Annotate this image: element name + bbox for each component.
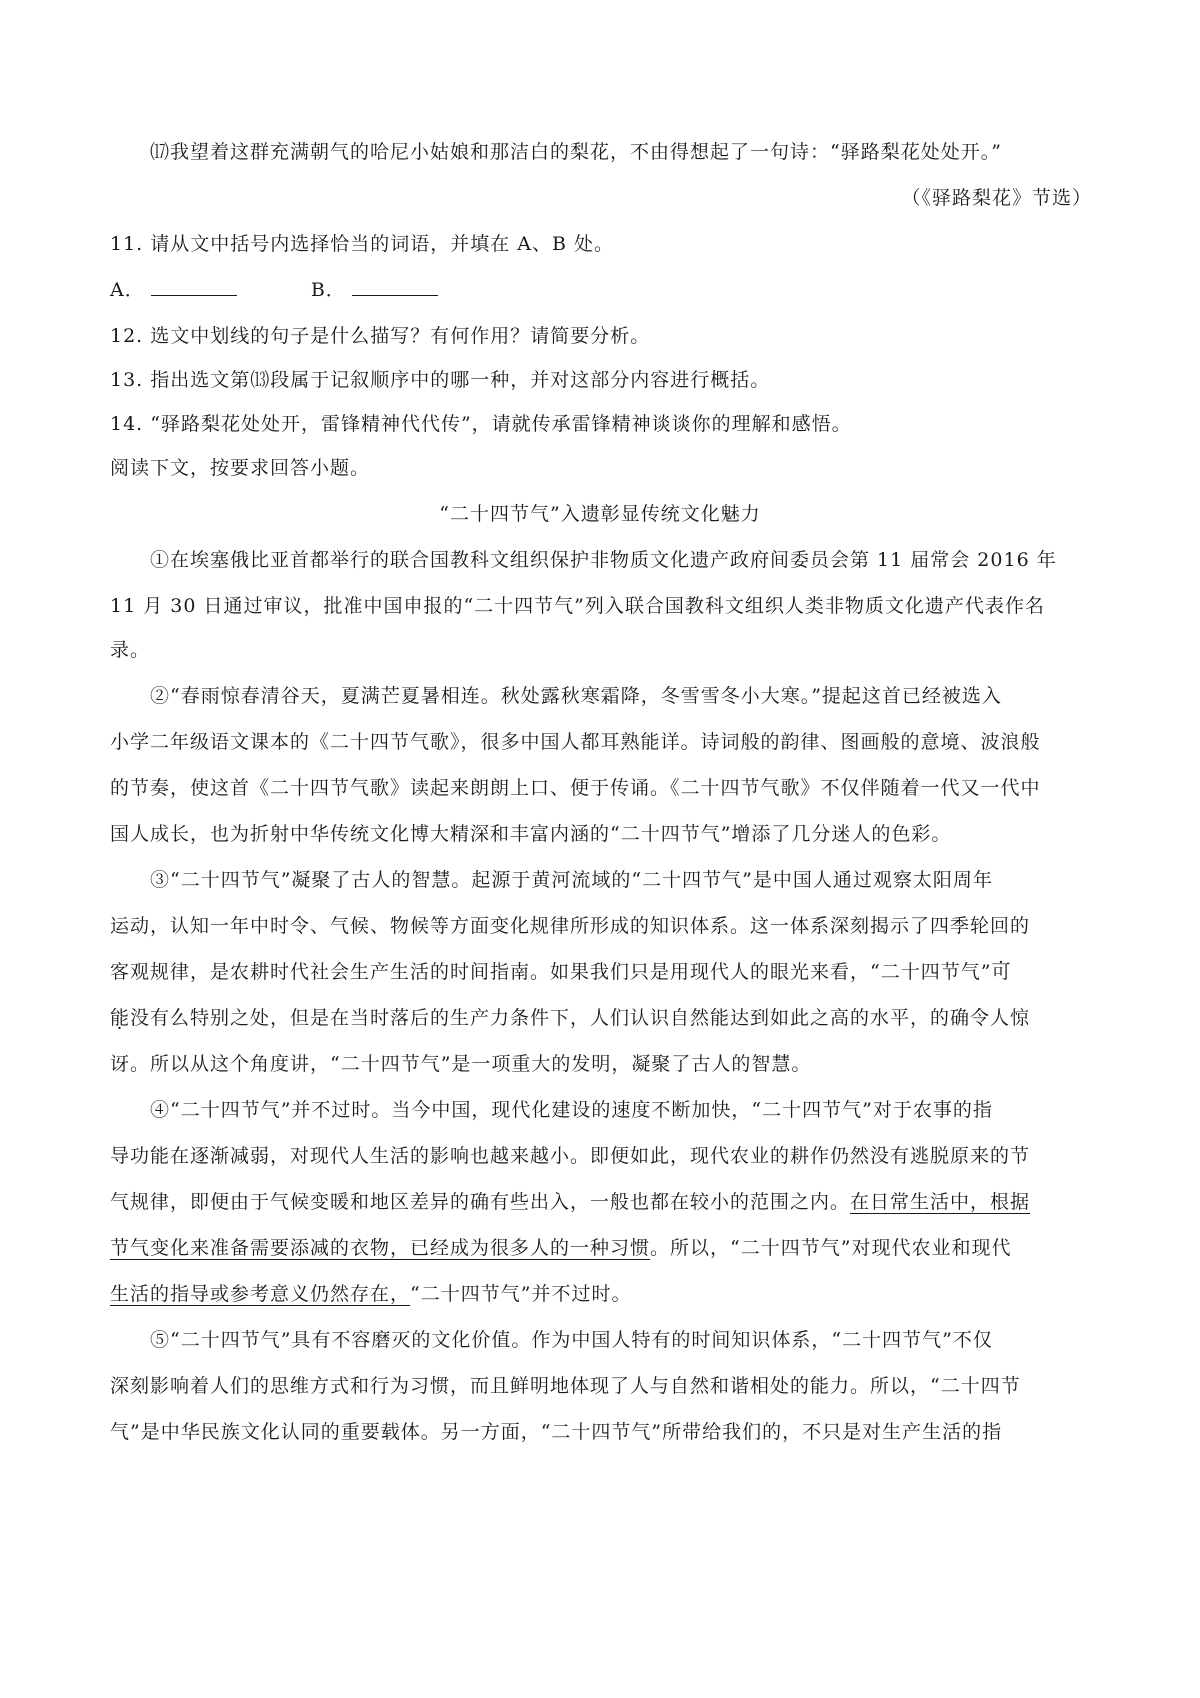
- question-11-answers: [110, 276, 438, 304]
- emphasis-char-neng: 能: [110, 1007, 131, 1029]
- article-p2-line1: ②“春雨惊春清谷天，夏满芒夏暑相连。秋处露秋寒霜降，冬雪雪冬小大寒。”提起这首已经被选入: [150, 685, 1002, 707]
- article-p4-line1: ④“二十四节气”并不过时。当今中国，现代化建设的速度不断加快，“二十四节气”对于农事的指: [150, 1099, 993, 1121]
- article-p2-line2: 小学二年级语文课本的《二十四节气歌》，很多中国人都耳熟能详。诗词般的韵律、图画般的意境、波浪般: [110, 731, 1041, 753]
- article-p2-line4: 国人成长，也为折射中华传统文化博大精深和丰富内涵的“二十四节气”增添了几分迷人的色彩。: [110, 823, 952, 845]
- article-p1-line2: 11 月 30 日通过审议，批准中国申报的“二十四节气”列入联合国教科文组织人类非物质文化遗产代表作名: [110, 595, 1045, 617]
- source-citation: （《驿路梨花》节选）: [901, 187, 1092, 209]
- article-p3-line4-text: 没有么特别之处，但是在当时落后的生产力条件下，人们认识自然能达到如此之高的水平，的确令人惊: [130, 1007, 1031, 1029]
- article-p4-line3: [110, 1188, 1030, 1216]
- question-14: 14. “驿路梨花处处开，雷锋精神代代传”，请就传承雷锋精神谈谈你的理解和感悟。: [110, 413, 852, 435]
- article-p3-line4: [110, 1004, 1030, 1032]
- article-p4-line4: [110, 1234, 1011, 1262]
- underlined-sentence-part1: 在日常生活中，根据: [850, 1191, 1031, 1213]
- answer-a-blank[interactable]: [151, 277, 237, 296]
- article-p5-line1: ⑤“二十四节气”具有不容磨灭的文化价值。作为中国人特有的时间知识体系，“二十四节气”不仅: [150, 1329, 993, 1351]
- answer-b-label: B．: [310, 279, 346, 301]
- article-p4-line5: [110, 1280, 631, 1308]
- emphasis-char-ke: 可: [991, 961, 1012, 983]
- article-p4-line2: 导功能在逐渐减弱，对现代人生活的影响也越来越小。即便如此，现代农业的耕作仍然没有逃脱原来的节: [110, 1145, 1031, 1167]
- article-p4-line4-text: 。所以，“二十四节气”对现代农业和现代: [650, 1237, 1012, 1259]
- reading-instruction: 阅读下文，按要求回答小题。: [110, 457, 371, 479]
- question-13: 13. 指出选文第⒀段属于记叙顺序中的哪一种，并对这部分内容进行概括。: [110, 369, 771, 391]
- article-title: “二十四节气”入遗彰显传统文化魅力: [439, 503, 761, 525]
- article-p3-line5: 讶。所以从这个角度讲，“二十四节气”是一项重大的发明，凝聚了古人的智慧。: [110, 1053, 812, 1075]
- article-p1-line3: 录。: [110, 639, 151, 661]
- article-p3-line2: 运动，认知一年中时令、气候、物候等方面变化规律所形成的知识体系。这一体系深刻揭示了四季轮回的: [110, 915, 1031, 937]
- article-p5-line2: 深刻影响着人们的思维方式和行为习惯，而且鲜明地体现了人与自然和谐相处的能力。所以，“二十四节: [110, 1375, 1021, 1397]
- article-p4-line3-text: 气规律，即便由于气候变暖和地区差异的确有些出入，一般也都在较小的范围之内。: [110, 1191, 851, 1213]
- article-p1-line1: ①在埃塞俄比亚首都举行的联合国教科文组织保护非物质文化遗产政府间委员会第 11 届常会 2016 年: [150, 549, 1057, 571]
- article-p4-line5-text: “二十四节气”并不过时。: [410, 1283, 632, 1305]
- article-p3-line3-text: 客观规律，是农耕时代社会生产生活的时间指南。如果我们只是用现代人的眼光来看，“二十四节气”: [110, 961, 992, 983]
- question-11: 11. 请从文中括号内选择恰当的词语，并填在 A、B 处。: [110, 233, 615, 255]
- answer-b-blank[interactable]: [352, 277, 438, 296]
- question-12: 12. 选文中划线的句子是什么描写？有何作用？请简要分析。: [110, 325, 651, 347]
- paragraph-17: ⒄我望着这群充满朝气的哈尼小姑娘和那洁白的梨花，不由得想起了一句诗：“驿路梨花处处开。”: [150, 141, 1002, 163]
- underlined-sentence-part3: 生活的指导或参考意义仍然存在，: [110, 1283, 411, 1305]
- article-p5-line3: 气”是中华民族文化认同的重要载体。另一方面，“二十四节气”所带给我们的，不只是对生产生活的指: [110, 1421, 1003, 1443]
- article-p2-line3: 的节奏，使这首《二十四节气歌》读起来朗朗上口、便于传诵。《二十四节气歌》不仅伴随着一代又一代中: [110, 777, 1041, 799]
- underlined-sentence-part2: 节气变化来准备需要添减的衣物，已经成为很多人的一种习惯: [110, 1237, 651, 1259]
- article-p3-line1: ③“二十四节气”凝聚了古人的智慧。起源于黄河流域的“二十四节气”是中国人通过观察太阳周年: [150, 869, 993, 891]
- answer-a-label: A．: [110, 279, 145, 301]
- article-p3-line3: [110, 958, 1011, 986]
